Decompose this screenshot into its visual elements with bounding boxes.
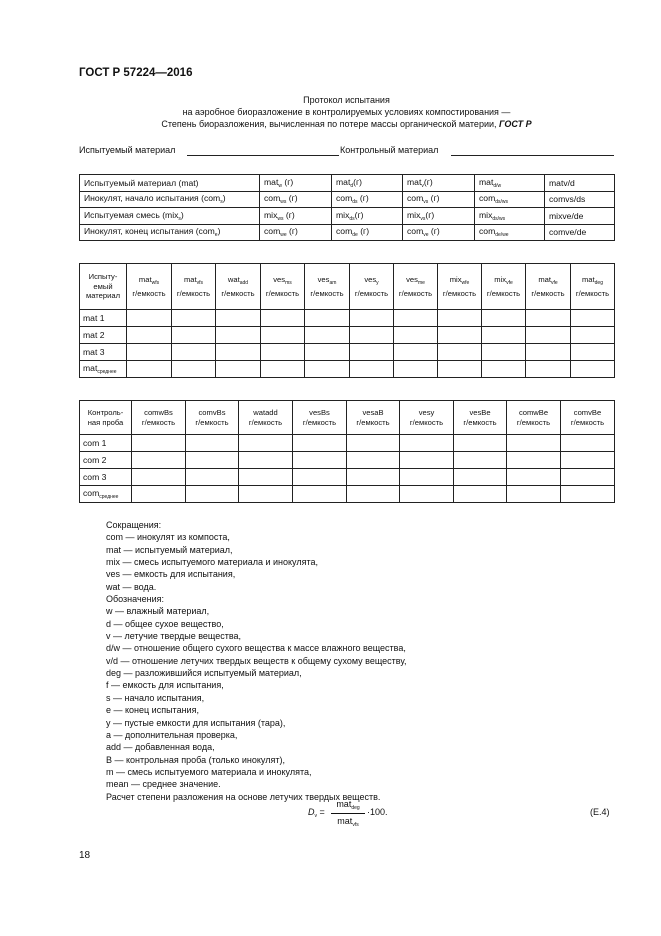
table-cell: mix$_{ws}$ (г) — [260, 208, 332, 225]
table-cell: com$_{ds/ws}$ — [475, 191, 545, 208]
column-header: vesaB г/емкость — [347, 401, 400, 435]
table-cell: Инокулят, начало испытания (com$_s$) — [80, 191, 260, 208]
table-row — [80, 435, 615, 452]
row-label: mat 3 — [80, 344, 127, 361]
table-row — [80, 452, 615, 469]
control-sample-mass-table — [79, 400, 615, 503]
list-item: v — летучие твердые вещества, — [106, 631, 242, 642]
row-label: com 3 — [80, 469, 132, 486]
column-header: comwBe г/емкость — [507, 401, 561, 435]
list-item: y — пустые емкости для испытания (тара), — [106, 717, 286, 728]
protocol-subtitle-ref: ГОСТ Р — [499, 119, 532, 129]
table-row — [80, 486, 615, 503]
list-item: Сокращения: — [106, 520, 162, 530]
test-material-label: Испытуемый материал — [79, 145, 176, 155]
abbreviations-list — [106, 519, 406, 803]
list-item: Расчет степени разложения на основе летучих твердых веществ. — [106, 791, 381, 802]
control-material-label: Контрольный материал — [340, 145, 439, 155]
column-header: Испыту- емый материал — [80, 264, 127, 310]
table-cell: mix$_{vs}$(г) — [403, 208, 475, 225]
column-header: ves$_{am}$ г/емкость — [305, 264, 350, 310]
formula-number: (Е.4) — [590, 807, 610, 817]
table-cell: com$_{de/we}$ — [475, 224, 545, 241]
table-row — [80, 344, 615, 361]
protocol-subtitle-text: Степень биоразложения, вычисленная по потере массы органической материи, — [161, 119, 497, 129]
table-cell: mat$_{d/w}$ — [475, 175, 545, 192]
list-item: deg — разложившийся испытуемый материал, — [106, 668, 302, 679]
column-header: mat$_{vfe}$ г/емкость — [526, 264, 571, 310]
column-header: Контроль- ная проба — [80, 401, 132, 435]
formula-lhs: $D_v$ = — [308, 807, 325, 819]
list-item: mean — среднее значение. — [106, 779, 221, 790]
row-label: mat 1 — [80, 310, 127, 327]
column-header: ves$_{me}$ г/емкость — [394, 264, 438, 310]
list-item: v/d — отношение летучих твердых веществ к общему сухому веществу, — [106, 655, 407, 666]
column-header: ves$_{ms}$ г/емкость — [261, 264, 305, 310]
table-cell: com$_{ds}$ (г) — [332, 191, 403, 208]
table-row — [80, 208, 615, 225]
formula-multiplier: ·100. — [367, 807, 388, 817]
list-item: ves — емкость для испытания, — [106, 569, 236, 580]
test-material-mass-table — [79, 263, 615, 378]
list-item: w — влажный материал, — [106, 606, 210, 617]
table-row — [80, 361, 615, 378]
list-item: f — емкость для испытания, — [106, 680, 224, 691]
test-material-line — [187, 155, 339, 156]
page-number: 18 — [79, 850, 91, 861]
column-header: vesBs г/емкость — [293, 401, 347, 435]
header-row — [80, 264, 615, 310]
column-header: watadd г/емкость — [239, 401, 293, 435]
table-row — [80, 310, 615, 327]
table-cell: com$_{de}$ (г) — [332, 224, 403, 241]
list-item: d/w — отношение общего сухого вещества к массе влажного вещества, — [106, 643, 406, 654]
table-row — [80, 327, 615, 344]
table-row — [80, 191, 615, 208]
row-label: mat$_{среднее}$ — [80, 361, 127, 378]
table-cell: com$_{ve}$ (г) — [403, 224, 475, 241]
column-header: comvBs г/емкость — [186, 401, 239, 435]
formula-denominator: mat$_{vfs}$ — [337, 816, 359, 828]
material-properties-table — [79, 174, 615, 241]
list-item: m — смесь испытуемого материала и инокулята, — [106, 766, 312, 777]
protocol-title: Протокол испытания — [303, 95, 390, 105]
column-header: ves$_y$ г/емкость — [350, 264, 394, 310]
column-header: vesy г/емкость — [400, 401, 454, 435]
list-item: wat — вода. — [106, 581, 157, 592]
column-header: mix$_{wfe}$ г/емкость — [438, 264, 482, 310]
table-row — [80, 469, 615, 486]
table-cell: mat$_v$(г) — [403, 175, 475, 192]
table-cell: mix$_{ds/ws}$ — [475, 208, 545, 225]
list-item: d — общее сухое вещество, — [106, 618, 224, 629]
table-cell: mat$_w$ (г) — [260, 175, 332, 192]
formula-fraction — [331, 799, 365, 828]
table-cell: Инокулят, конец испытания (com$_e$) — [80, 224, 260, 241]
table-cell: mix$_{ds}$(г) — [332, 208, 403, 225]
table-cell: Испытуемая смесь (mix$_s$) — [80, 208, 260, 225]
table-row — [80, 175, 615, 192]
column-header: vesBe г/емкость — [454, 401, 507, 435]
protocol-subtitle-2 — [79, 118, 614, 130]
list-item: Обозначения: — [106, 594, 165, 605]
protocol-subtitle: на аэробное биоразложение в контролируемых условиях компостирования — — [182, 107, 511, 117]
control-material-line — [451, 155, 614, 156]
list-item: B — контрольная проба (только инокулят), — [106, 754, 285, 765]
table-cell: com$_{we}$ (г) — [260, 224, 332, 241]
formula-numerator: mat$_{deg}$ — [331, 799, 365, 814]
row-label: com 1 — [80, 435, 132, 452]
standard-designation: ГОСТ Р 57224—2016 — [79, 67, 193, 79]
table-cell: comve/de — [545, 224, 615, 241]
table-cell: matv/d — [545, 175, 615, 192]
list-item: s — начало испытания, — [106, 692, 205, 703]
header-row — [80, 401, 615, 435]
list-item: e — конец испытания, — [106, 705, 199, 716]
table-cell: com$_{ws}$ (г) — [260, 191, 332, 208]
column-header: mix$_{vfe}$ г/емкость — [482, 264, 526, 310]
row-label: mat 2 — [80, 327, 127, 344]
table-cell: comvs/ds — [545, 191, 615, 208]
row-label: com$_{среднее}$ — [80, 486, 132, 503]
column-header: mat$_{deg}$ г/емкость — [571, 264, 615, 310]
column-header: comvBe г/емкость — [561, 401, 615, 435]
table-cell: mixve/de — [545, 208, 615, 225]
column-header: mat$_{wfs}$ г/емкость — [127, 264, 172, 310]
row-label: com 2 — [80, 452, 132, 469]
column-header: comwBs г/емкость — [132, 401, 186, 435]
column-header: mat$_{vfs}$ г/емкость — [172, 264, 216, 310]
column-header: wat$_{add}$ г/емкость — [216, 264, 261, 310]
list-item: add — добавленная вода, — [106, 742, 215, 753]
list-item: mat — испытуемый материал, — [106, 544, 233, 555]
table-cell: mat$_d$(г) — [332, 175, 403, 192]
list-item: com — инокулят из компоста, — [106, 532, 230, 543]
list-item: a — дополнительная проверка, — [106, 729, 238, 740]
list-item: mix — смесь испытуемого материала и инокулята, — [106, 557, 319, 568]
table-cell: com$_{vs}$ (г) — [403, 191, 475, 208]
table-row — [80, 224, 615, 241]
table-cell: Испытуемый материал (mat) — [80, 175, 260, 192]
